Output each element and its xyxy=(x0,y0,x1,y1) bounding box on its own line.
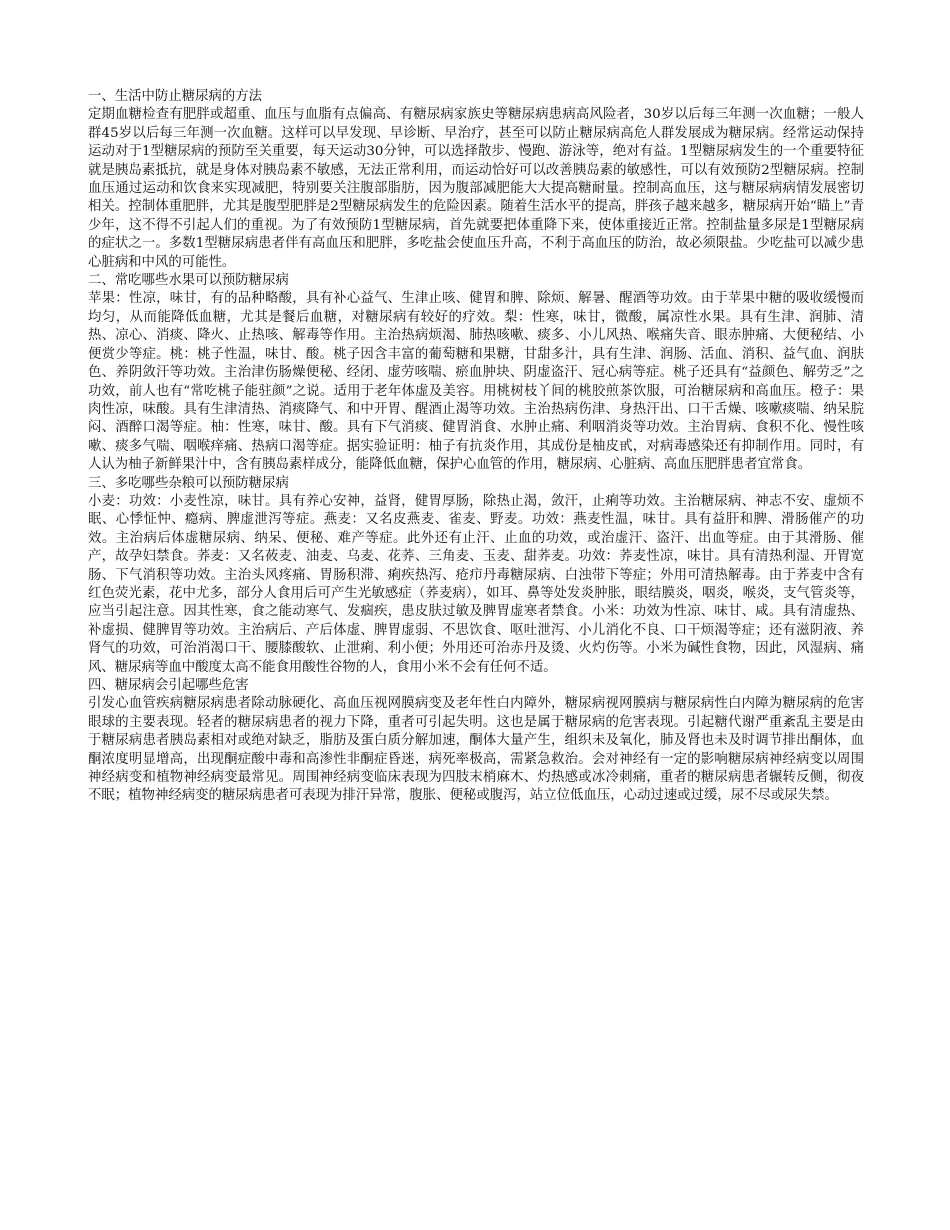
section-4-heading: 四、糖尿病会引起哪些危害 xyxy=(88,678,249,693)
section-3-paragraph: 小麦：功效：小麦性凉，味甘。具有养心安神，益肾，健胃厚肠，除热止渴，敛汗，止痢等功效。主治糖尿病、神志不安、虚烦不眠、心悸怔忡、瘾病、脾虚泄泻等症。燕麦：又名皮燕麦、雀麦、野麦。功效：燕麦性温，味甘。具有益肝和脾、滑肠催产的功效。主治病后体虚糖尿病、纳呆、便秘、难产等症。此外还有止汗、止血的功效，或治虚汗、盗汗、出血等症。由于其滑肠、催产，故孕妇禁食。荞麦：又名莜麦、油麦、乌麦、花荞、三角麦、玉麦、甜荞麦。功效：荞麦性凉，味甘。具有清热利湿、开胃宽肠、下气消积等功效。主治头风疼痛、胃肠积滞、痢疾热泻、疮疖丹毒糖尿病、白浊带下等症；外用可清热解毒。由于荞麦中含有红色荧光素，花中尤多，部分人食用后可产生光敏感症（荞麦病），如耳、鼻等处发炎肿胀，眼结膜炎，咽炎，喉炎，支气管炎等，应当引起注意。因其性寒，食之能动寒气、发痼疾，患皮肤过敏及脾胃虚寒者禁食。小米：功效为性凉、味甘、咸。具有清虚热、补虚损、健脾胃等功效。主治病后、产后体虚、脾胃虚弱、不思饮食、呕吐泄泻、小儿消化不良、口干烦渴等症；还有滋阴液、养肾气的功效，可治消渴口干、腰膝酸软、止泄痢、利小便；外用还可治赤丹及烫、火灼伤等。小米为碱性食物，因此，风湿病、痛风、糖尿病等血中酸度太高不能食用酸性谷物的人，食用小米不会有任何不适。 xyxy=(88,493,864,675)
section-2-heading: 二、常吃哪些水果可以预防糖尿病 xyxy=(88,273,289,289)
section-4-paragraph: 引发心血管疾病糖尿病患者除动脉硬化、高血压视网膜病变及老年性白内障外，糖尿病视网膜病与糖尿病性白内障为糖尿病的危害眼球的主要表现。轻者的糖尿病患者的视力下降，重者可引起失明。这也是属于糖尿病的危害表现。引起糖代谢严重紊乱主要是由于糖尿病患者胰岛素相对或绝对缺乏，脂肪及蛋白质分解加速，酮体大量产生，组织未及氧化，肺及肾也未及时调节排出酮体，血酮浓度明显增高，出现酮症酸中毒和高渗性非酮症昏迷，病死率极高，需紧急救治。会对神经有一定的影响糖尿病神经病变以周围神经病变和植物神经病变最常见。周围神经病变临床表现为四肢末梢麻木、灼热感或冰冷刺痛，重者的糖尿病患者辗转反侧，彻夜不眠；植物神经病变的糖尿病患者可表现为排汗异常，腹胀、便秘或腹泻，站立位低血压，心动过速或过缓，尿不尽或尿失禁。 xyxy=(88,696,864,804)
section-3-heading: 三、多吃哪些杂粮可以预防糖尿病 xyxy=(88,475,289,491)
document-body xyxy=(88,88,864,806)
section-1-paragraph: 定期血糖检查有肥胖或超重、血压与血脂有点偏高、有糖尿病家族史等糖尿病患病高风险者，30岁以后每三年测一次血糖；一般人群45岁以后每三年测一次血糖。这样可以早发现、早诊断、早治疗，甚至可以防止糖尿病高危人群发展成为糖尿病。经常运动保持运动对于1型糖尿病的预防至关重要，每天运动30分钟，可以选择散步、慢跑、游泳等，绝对有益。1型糖尿病发生的一个重要特征就是胰岛素抵抗，就是身体对胰岛素不敏感，无法正常利用，而运动恰好可以改善胰岛素的敏感性，可以有效预防2型糖尿病。控制血压通过运动和饮食来实现减肥，特别要关注腹部脂肪，因为腹部减肥能大大提高糖耐量。控制高血压，这与糖尿病病情发展密切相关。控制体重肥胖，尤其是腹型肥胖是2型糖尿病发生的危险因素。随着生活水平的提高，胖孩子越来越多，糖尿病开始“瞄上”青少年，这不得不引起人们的重视。为了有效预防1型糖尿病，首先就要把体重降下来，使体重接近正常。控制盐量多尿是1型糖尿病的症状之一。多数1型糖尿病患者伴有高血压和肥胖，多吃盐会使血压升高，不利于高血压的防治，故必须限盐。少吃盐可以减少患心脏病和中风的可能性。 xyxy=(88,107,864,270)
section-2-paragraph: 苹果：性凉，味甘，有的品种略酸，具有补心益气、生津止咳、健胃和脾、除烦、解暑、醒酒等功效。由于苹果中糖的吸收缓慢而均匀，从而能降低血糖，尤其是餐后血糖，对糖尿病有较好的疗效。梨：性寒，味甘，微酸，属凉性水果。具有生津、润肺、清热、凉心、消痰、降火、止热咳、解毒等作用。主治热病烦渴、肺热咳嗽、痰多、小儿风热、喉痛失音、眼赤肿痛、大便秘结、小便赏少等症。桃：桃子性温，味甘、酸。桃子因含丰富的葡萄糖和果糖，甘甜多汁，具有生津、润肠、活血、消积、益气血、润肤色、养阴敛汗等功效。主治津伤肠燥便秘、经闭、虚劳咳喘、瘀血肿块、阴虚盗汗、冠心病等症。桃子还具有“益颜色、解劳乏”之功效，前人也有“常吃桃子能驻颜”之说。适用于老年体虚及美容。用桃树枝丫间的桃胶煎茶饮服，可治糖尿病和高血压。橙子：果肉性凉，味酸。具有生津清热、消痰降气、和中开胃、醒酒止渴等功效。主治热病伤津、身热汗出、口干舌燥、咳嗽痰喘、纳呆脘闷、酒醉口渴等症。柚：性寒，味甘、酸。具有下气消痰、健胃消食、水肿止痛、利咽消炎等功效。主治胃病、食积不化、慢性咳嗽、痰多气喘、咽喉痒痛、热病口渴等症。据实验证明：柚子有抗炎作用，其成份是柚皮甙，对病毒感染还有抑制作用。同时，有人认为柚子新鲜果汁中，含有胰岛素样成分，能降低血糖，保护心血管的作用，糖尿病、心脏病、高血压肥胖患者宜常食。 xyxy=(88,291,864,473)
section-1-heading: 一、生活中防止糖尿病的方法 xyxy=(88,89,263,104)
